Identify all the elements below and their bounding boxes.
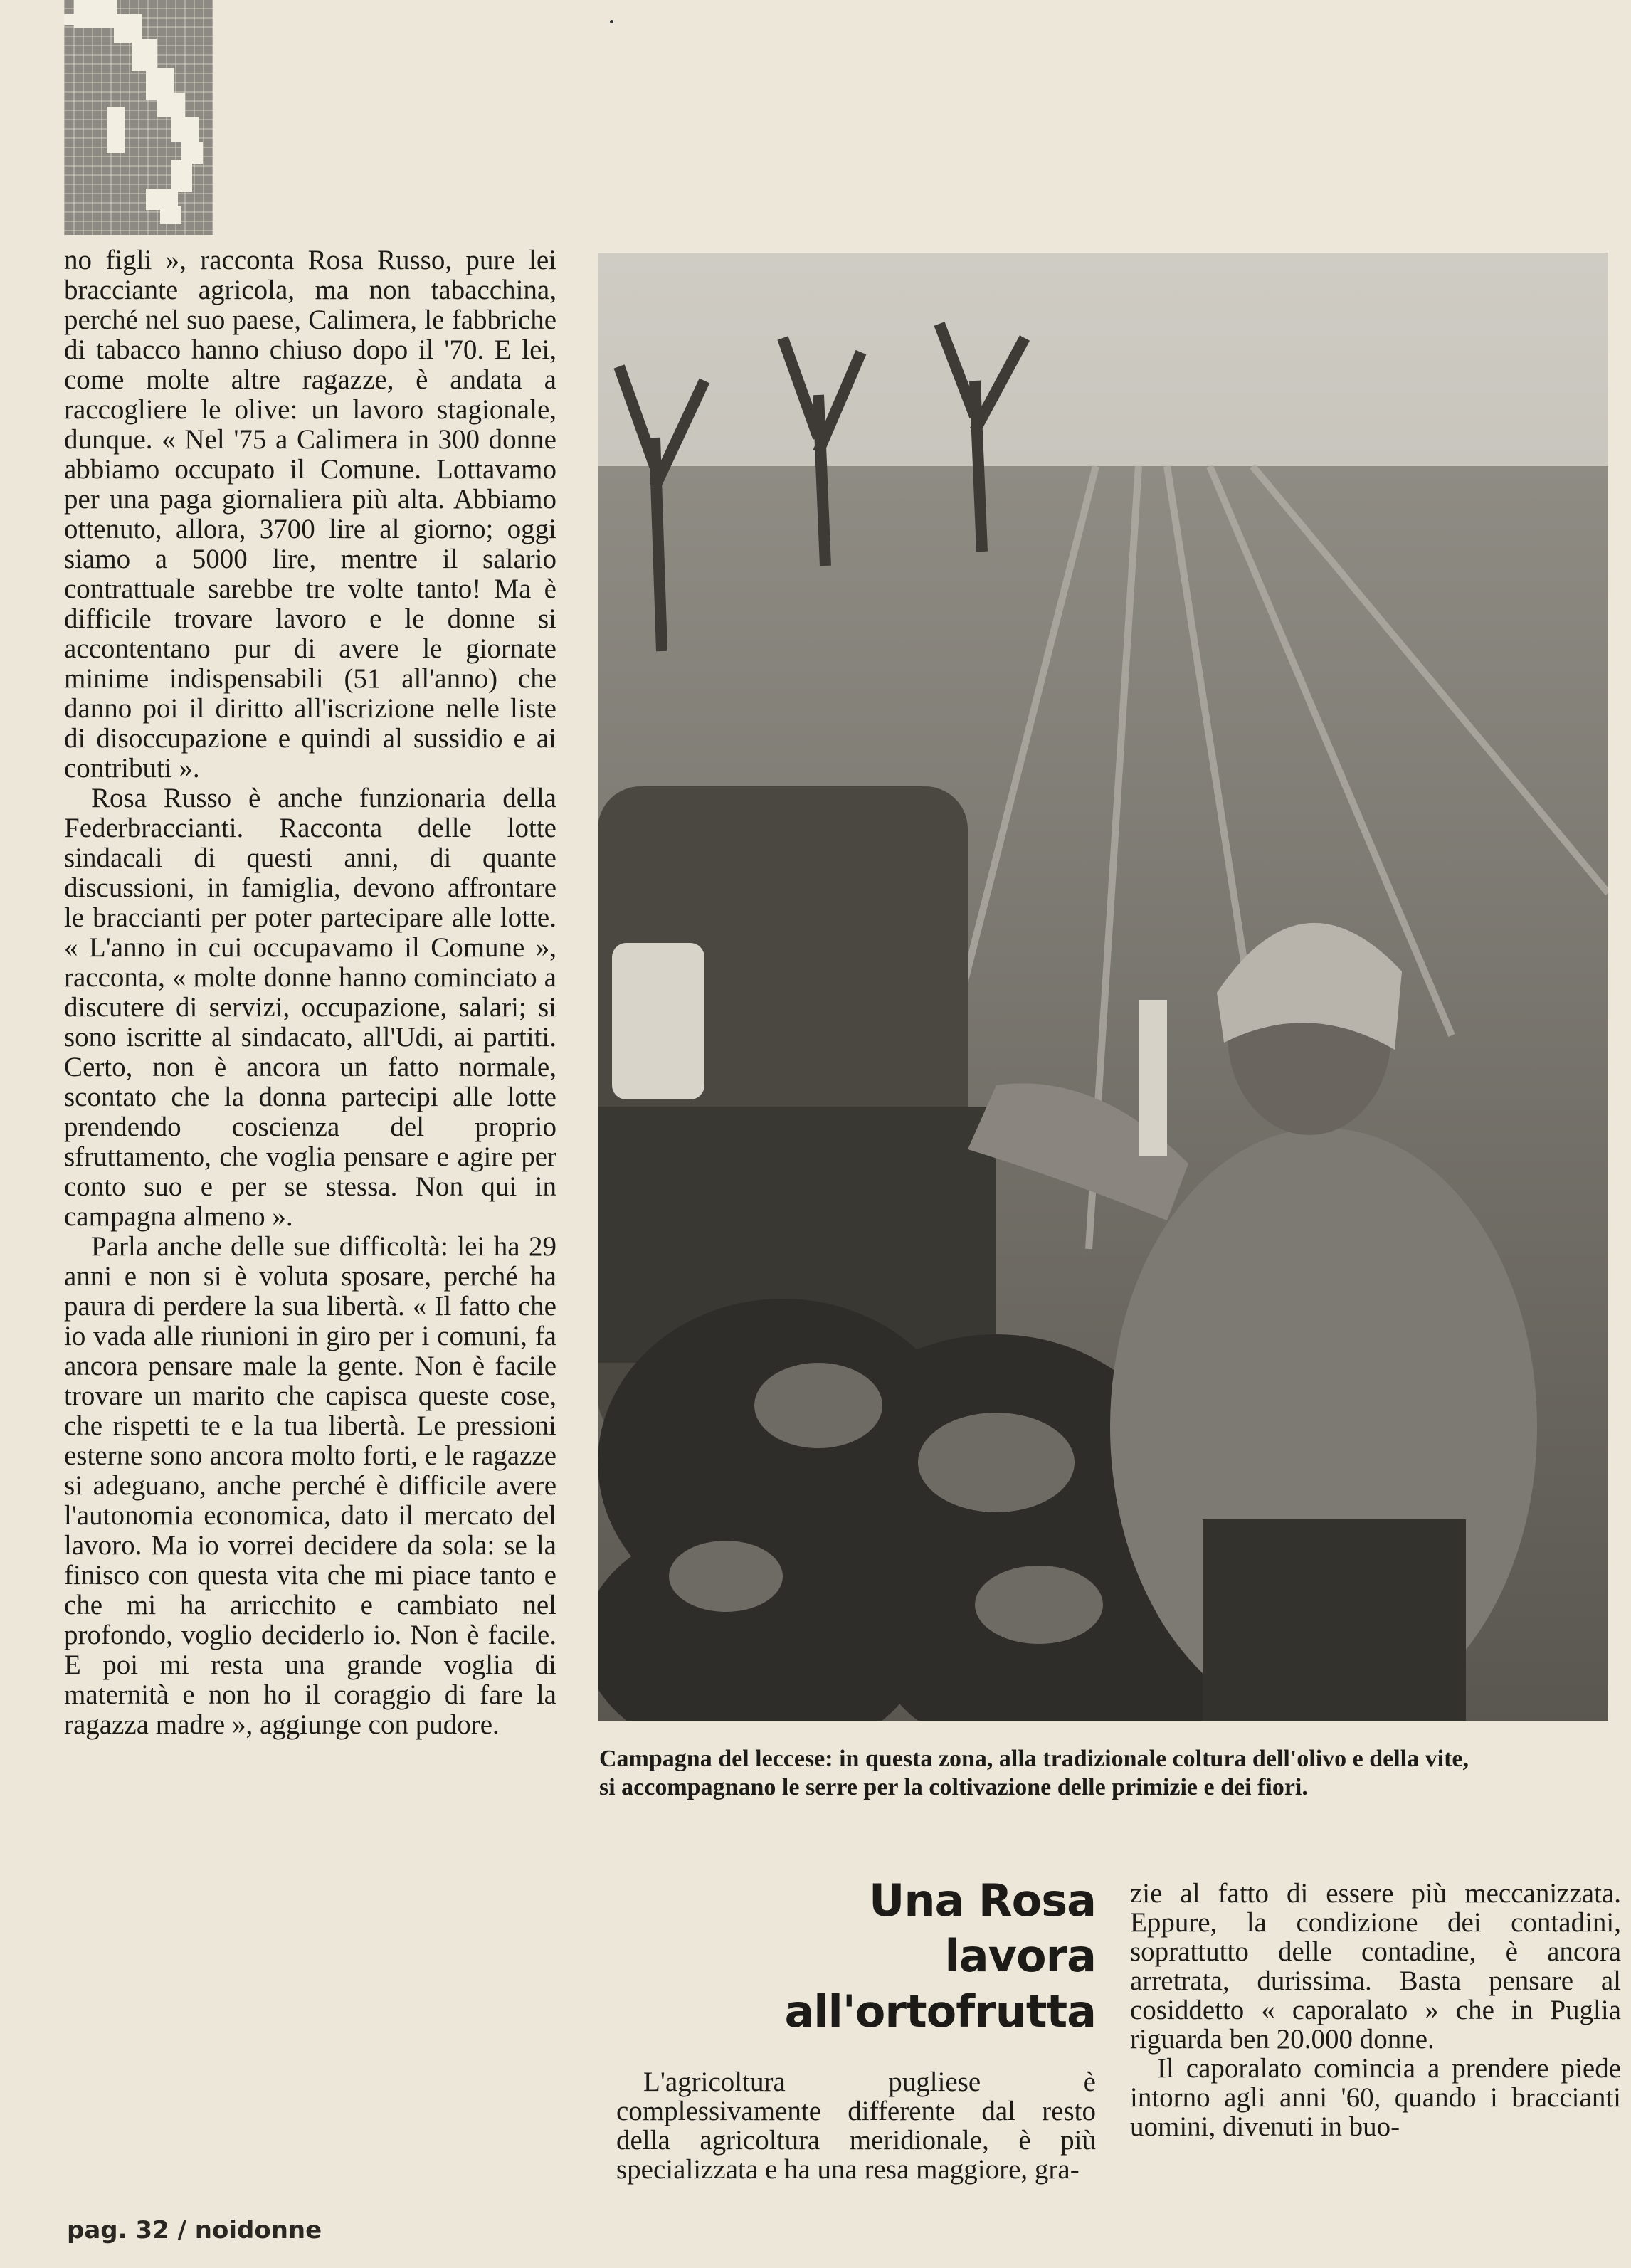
middle-column-text — [616, 2067, 1096, 2184]
farm-worker-photo — [598, 253, 1608, 1721]
paragraph: Rosa Russo è anche funzionaria della Federbraccianti. Racconta delle lotte sindacali di questi anni, di quante discussioni, in famiglia, devono affrontare le braccianti per poter partecipare alle lotte. « L'anno in cui occupavamo il Comune », racconta, « molte donne hanno cominciato a discutere di servizi, occupazione, salari; si sono iscritte al sindacato, all'Udi, ai partiti. Certo, non è ancora un fatto normale, scontato che la donna partecipi alle lotte prendendo coscienza del proprio sfruttamento, che voglia pensare e agire per conto suo e per se stessa. Non qui in campagna almeno ». — [64, 783, 556, 1232]
paragraph: L'agricoltura pugliese è complessivamente differente dal resto della agricoltura meridionale, è più specializzata e ha una resa maggiore, gra- — [616, 2067, 1096, 2185]
paragraph: no figli », racconta Rosa Russo, pure lei bracciante agricola, ma non tabacchina, perché nel suo paese, Calimera, le fabbriche di tabacco hanno chiuso dopo il '70. E lei, come molte altre ragazze, è andata a raccogliere le olive: un lavoro stagionale, dunque. « Nel '75 a Calimera in 300 donne abbiamo occupato il Comune. Lottavamo per una paga giornaliera più alta. Abbiamo ottenuto, allora, 3700 lire al giorno; oggi siamo a 5000 lire, mentre il salario contrattuale sarebbe tre volte tanto! Ma è difficile trovare lavoro e le donne si accontentano pur di avere le giornate minime indispensabili (51 all'anno) che danno poi il diritto all'iscrizione nelle liste di disoccupazione e quindi al sussidio e ai contributi ». — [64, 245, 556, 784]
headline-line: lavora — [944, 1930, 1096, 1982]
photo-caption: Campagna del leccese: in questa zona, alla tradizionale coltura dell'olivo e della vite, si accompagnano le serre per la coltivazione delle primizie e dei fiori. — [599, 1746, 1469, 1800]
left-column-text — [64, 246, 556, 1740]
right-column-text — [1130, 1879, 1621, 2141]
print-speck — [610, 20, 613, 23]
paragraph: zie al fatto di essere più meccanizzata. Eppure, la condizione dei contadini, soprattutto delle contadine, è ancora arretrata, durissima. Basta pensare al cosiddetto « caporalato » che in Puglia riguarda ben 20.000 donne. — [1130, 1878, 1621, 2055]
paragraph: Parla anche delle sue difficoltà: lei ha 29 anni e non si è voluta sposare, perché ha paura di perdere la sua libertà. « Il fatto che io vada alle riunioni in giro per i comuni, fa ancora pensare male la gente. Non è facile trovare un marito che capisca queste cose, che rispetti te e la tua libertà. Le pressioni esterne sono ancora molto forti, e le ragazze si adeguano, anche perché è difficile avere l'autonomia economica, dato il mercato del lavoro. Ma io vorrei decidere da sola: se la finisco con questa vita che mi piace tanto e che mi ha arricchito e cambiato nel profondo, voglio deciderlo io. Non è facile. E poi mi resta una grande voglia di maternità e non ho il coraggio di fare la ragazza madre », aggiunge con pudore. — [64, 1231, 556, 1740]
page-footer: pag. 32 / noidonne — [67, 2216, 322, 2245]
italy-map-logo — [64, 0, 213, 235]
paragraph: Il caporalato comincia a prendere piede intorno agli anni '60, quando i braccianti uomini, divenuti in buo- — [1130, 2053, 1621, 2142]
headline-line: Una Rosa — [869, 1874, 1096, 1926]
headline-line: all'ortofrutta — [784, 1985, 1096, 2037]
article-headline — [704, 1873, 1096, 2040]
